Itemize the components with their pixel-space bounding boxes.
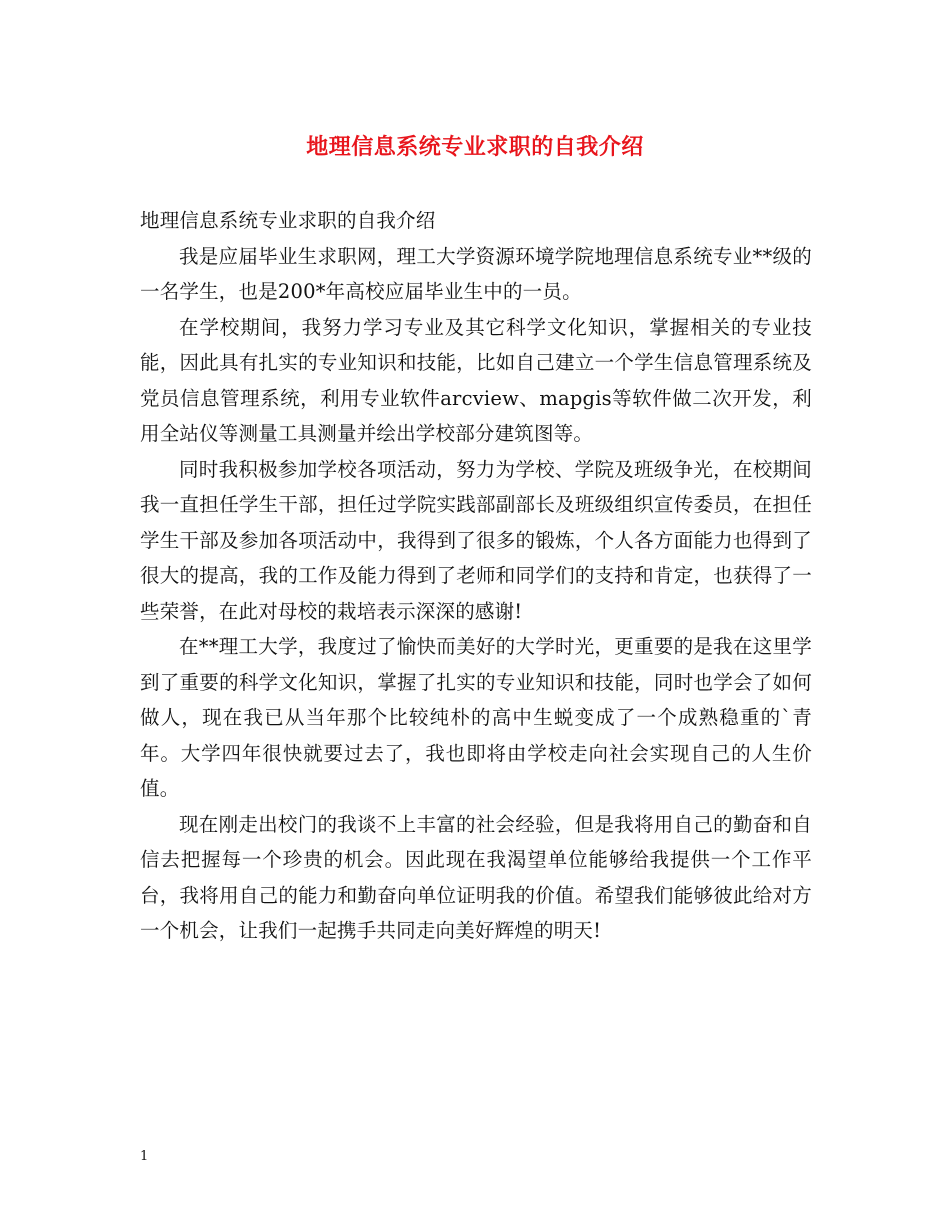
document-title: 地理信息系统专业求职的自我介绍 [306, 134, 644, 160]
paragraph-2: 在学校期间，我努力学习专业及其它科学文化知识，掌握相关的专业技能，因此具有扎实的专业知识和技能，比如自己建立一个学生信息管理系统及党员信息管理系统，利用专业软件arcview、mapgis等软件做二次开发，利用全站仪等测量工具测量并绘出学校部分建筑图等。 [140, 315, 812, 445]
paragraph-3: 同时我积极参加学校各项活动，努力为学校、学院及班级争光，在校期间我一直担任学生干部，担任过学院实践部副部长及班级组织宣传委员，在担任学生干部及参加各项活动中，我得到了很多的锻炼，个人各方面能力也得到了很大的提高，我的工作及能力得到了老师和同学们的支持和肯定，也获得了一些荣誉，在此对母校的栽培表示深深的感谢! [140, 457, 812, 623]
paragraph-1: 我是应届毕业生求职网，理工大学资源环境学院地理信息系统专业**级的一名学生，也是200*年高校应届毕业生中的一员。 [140, 244, 812, 303]
body-heading: 地理信息系统专业求职的自我介绍 [140, 209, 436, 232]
paragraph-4: 在**理工大学，我度过了愉快而美好的大学时光，更重要的是我在这里学到了重要的科学文化知识，掌握了扎实的专业知识和技能，同时也学会了如何做人，现在我已从当年那个比较纯朴的高中生蜕变成了一个成熟稳重的`青年。大学四年很快就要过去了，我也即将由学校走向社会实现自己的人生价值。 [140, 635, 812, 800]
page-number: 1 [140, 1149, 149, 1164]
paragraph-5: 现在刚走出校门的我谈不上丰富的社会经验，但是我将用自己的勤奋和自信去把握每一个珍贵的机会。因此现在我渴望单位能够给我提供一个工作平台，我将用自己的能力和勤奋向单位证明我的价值。希望我们能够彼此给对方一个机会，让我们一起携手共同走向美好辉煌的明天! [140, 812, 812, 942]
document-body [140, 203, 812, 949]
